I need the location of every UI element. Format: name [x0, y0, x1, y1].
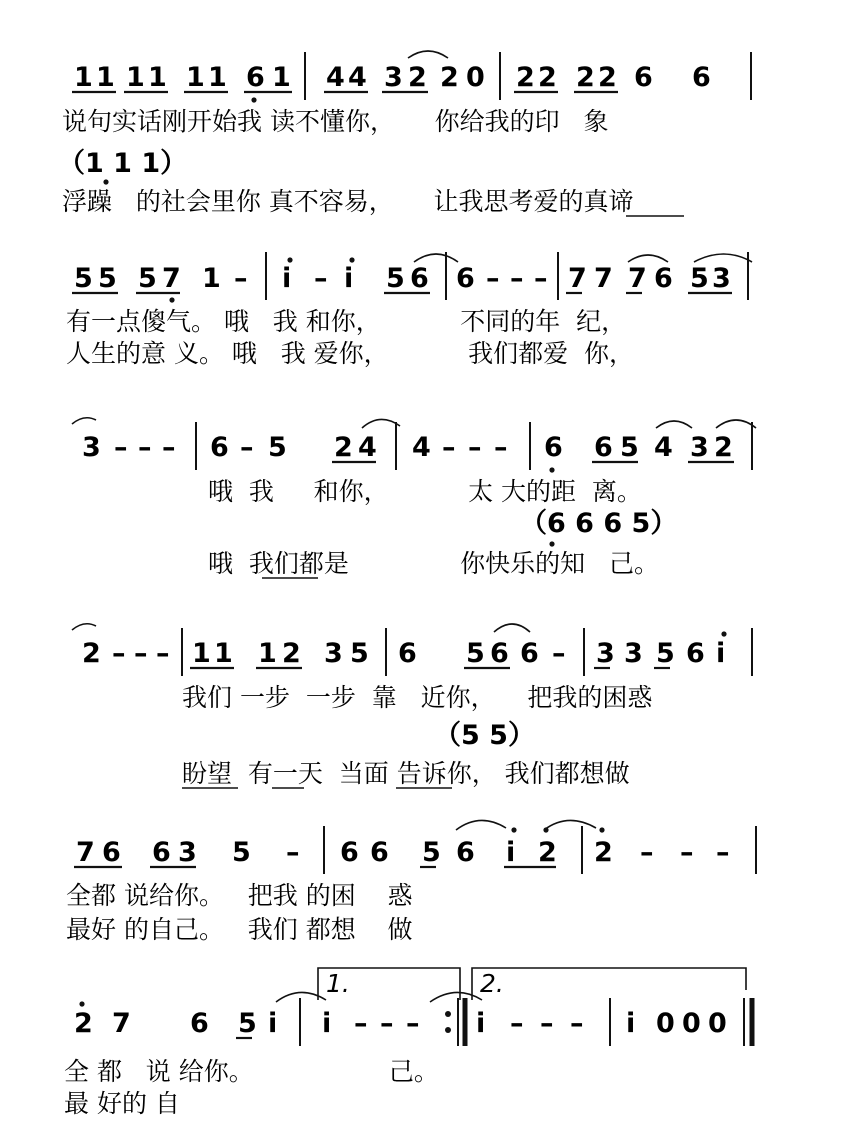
slur: [456, 820, 506, 830]
alt-notes: （1 1 1）: [58, 148, 188, 179]
lower-octave-dot: [549, 541, 554, 546]
note: 1: [126, 62, 145, 93]
lower-octave-dot: [169, 297, 174, 302]
note: –: [354, 1008, 368, 1039]
note: 0: [466, 62, 485, 93]
note: –: [162, 432, 176, 463]
lyric-line-1: 哦 我 和你， 太 大的距 离。: [208, 477, 642, 506]
note: 6: [544, 432, 563, 463]
note: 2: [594, 837, 613, 868]
system-6: [64, 968, 752, 1118]
note: 5: [238, 1008, 257, 1039]
note: –: [240, 432, 254, 463]
lyric-line-1: 说句实话刚开始我 读不懂你， 你给我的印 象: [62, 107, 609, 136]
note: –: [134, 638, 148, 669]
slur: [628, 255, 668, 262]
note: 6: [692, 62, 711, 93]
note: 7: [628, 263, 647, 294]
note: –: [468, 432, 482, 463]
lyric-line-1: 全 都 说 给你。 己。: [64, 1057, 439, 1086]
tie: [494, 624, 530, 632]
system-5: [66, 820, 756, 944]
note: 3: [596, 638, 615, 669]
slur: [716, 420, 756, 428]
note: i: [506, 837, 516, 868]
note: –: [486, 263, 500, 294]
note: 7: [76, 837, 95, 868]
lyric-line-2: 浮躁 的社会里你 真不容易， 让我思考爱的真谛: [62, 187, 634, 216]
lyric-line-2: 人生的意 义。 哦 我 爱你， 我们都爱 你，: [66, 339, 635, 368]
system-2: [66, 252, 752, 368]
note: 5: [656, 638, 675, 669]
alt-notes: （6 6 6 5）: [520, 508, 678, 539]
note: 6: [654, 263, 673, 294]
tie-continuation: [72, 418, 96, 424]
tie: [362, 419, 400, 428]
note: 2: [408, 62, 427, 93]
note: 5: [98, 263, 117, 294]
note: i: [268, 1008, 278, 1039]
note: 3: [624, 638, 643, 669]
note: 2: [538, 837, 557, 868]
note: 3: [324, 638, 343, 669]
note: 6: [634, 62, 653, 93]
note: i: [716, 638, 726, 669]
note: 6: [152, 837, 171, 868]
note: –: [570, 1008, 584, 1039]
lyric-line-2: 哦 我们都是 你快乐的知 己。: [208, 549, 659, 578]
note: 5: [690, 263, 709, 294]
tie-continuation: [72, 624, 96, 630]
note: –: [510, 263, 524, 294]
note: –: [716, 837, 730, 868]
note: –: [314, 263, 328, 294]
note: 2: [516, 62, 535, 93]
note: 2: [576, 62, 595, 93]
note: 0: [682, 1008, 701, 1039]
note: 6: [340, 837, 359, 868]
system-1: [58, 51, 751, 216]
note: 5: [232, 837, 251, 868]
note: –: [138, 432, 152, 463]
tie: [408, 51, 448, 58]
note: 5: [350, 638, 369, 669]
note: 5: [386, 263, 405, 294]
upper-octave-dot: [287, 257, 292, 262]
note: –: [234, 263, 248, 294]
note: 4: [654, 432, 673, 463]
note: –: [112, 638, 126, 669]
note: –: [680, 837, 694, 868]
tie: [414, 254, 458, 262]
system-3: [72, 418, 756, 578]
lower-octave-dot: [251, 97, 256, 102]
note: 1: [148, 62, 167, 93]
note: 2: [282, 638, 301, 669]
note: –: [534, 263, 548, 294]
note: 3: [712, 263, 731, 294]
lyric-line-1: 我们 一步 一步 靠 近你， 把我的困惑: [182, 683, 653, 712]
upper-octave-dot: [349, 257, 354, 262]
note: 2: [440, 62, 459, 93]
note: 2: [74, 1008, 93, 1039]
note: 1: [258, 638, 277, 669]
note: 4: [348, 62, 367, 93]
note: 6: [686, 638, 705, 669]
note: i: [282, 263, 292, 294]
note: 6: [210, 432, 229, 463]
tie: [430, 992, 482, 1002]
note: –: [442, 432, 456, 463]
volta-label-2: 2.: [480, 969, 504, 998]
note: 3: [178, 837, 197, 868]
lyric-line-2: 最 好的 自: [64, 1089, 180, 1118]
note: 1: [192, 638, 211, 669]
note: 2: [598, 62, 617, 93]
lyric-line-1: 有一点傻气。 哦 我 和你， 不同的年 纪，: [66, 307, 627, 336]
note: 6: [370, 837, 389, 868]
note: 6: [520, 638, 539, 669]
note: 5: [620, 432, 639, 463]
slur: [544, 820, 596, 830]
note: 5: [466, 638, 485, 669]
alt-notes: （5 5）: [434, 720, 535, 751]
note: 5: [138, 263, 157, 294]
note: –: [640, 837, 654, 868]
note: i: [344, 263, 354, 294]
lyric-line-2: 盼望 有一天 当面 告诉你， 我们都想做: [182, 759, 630, 788]
upper-octave-dot: [721, 631, 726, 636]
note: 7: [568, 263, 587, 294]
note: 2: [334, 432, 353, 463]
note: 4: [412, 432, 431, 463]
note: 6: [190, 1008, 209, 1039]
lyric-line-2: 最好 的自己。 我们 都想 做: [66, 915, 413, 944]
note: i: [322, 1008, 332, 1039]
system-4: [72, 624, 752, 788]
note: –: [380, 1008, 394, 1039]
note: 0: [708, 1008, 727, 1039]
note: 1: [202, 263, 221, 294]
note: 6: [398, 638, 417, 669]
note: 6: [410, 263, 429, 294]
lower-octave-dot: [103, 179, 108, 184]
note: 1: [74, 62, 93, 93]
note: –: [510, 1008, 524, 1039]
note: 6: [490, 638, 509, 669]
note: 5: [74, 263, 93, 294]
note: 3: [690, 432, 709, 463]
note: 2: [714, 432, 733, 463]
note: 2: [82, 638, 101, 669]
note: 1: [208, 62, 227, 93]
note: 5: [422, 837, 441, 868]
note: 3: [82, 432, 101, 463]
note: 6: [456, 837, 475, 868]
note: i: [476, 1008, 486, 1039]
note: 1: [214, 638, 233, 669]
repeat-dot: [445, 1011, 451, 1017]
note: 1: [96, 62, 115, 93]
note: 6: [594, 432, 613, 463]
note: 6: [246, 62, 265, 93]
volta-bracket-2: [472, 968, 746, 1000]
note: –: [494, 432, 508, 463]
note: 7: [162, 263, 181, 294]
lyric-line-1: 全都 说给你。 把我 的困 惑: [66, 881, 413, 910]
repeat-dot: [445, 1027, 451, 1033]
note: –: [406, 1008, 420, 1039]
upper-octave-dot: [511, 827, 516, 832]
note: 4: [358, 432, 377, 463]
volta-label-1: 1.: [326, 969, 350, 998]
note: 2: [538, 62, 557, 93]
slur: [656, 421, 692, 428]
note: 0: [656, 1008, 675, 1039]
note: –: [540, 1008, 554, 1039]
note: 3: [384, 62, 403, 93]
note: 6: [102, 837, 121, 868]
note: 1: [272, 62, 291, 93]
note: 6: [456, 263, 475, 294]
upper-octave-dot: [599, 827, 604, 832]
note: i: [626, 1008, 636, 1039]
upper-octave-dot: [79, 1001, 84, 1006]
note: 7: [112, 1008, 131, 1039]
note: –: [114, 432, 128, 463]
note: –: [552, 638, 566, 669]
note: 4: [326, 62, 345, 93]
lower-octave-dot: [549, 467, 554, 472]
note: 1: [186, 62, 205, 93]
slur: [694, 254, 752, 262]
note: –: [286, 837, 300, 868]
note: 5: [268, 432, 287, 463]
note: 7: [594, 263, 613, 294]
note: –: [156, 638, 170, 669]
